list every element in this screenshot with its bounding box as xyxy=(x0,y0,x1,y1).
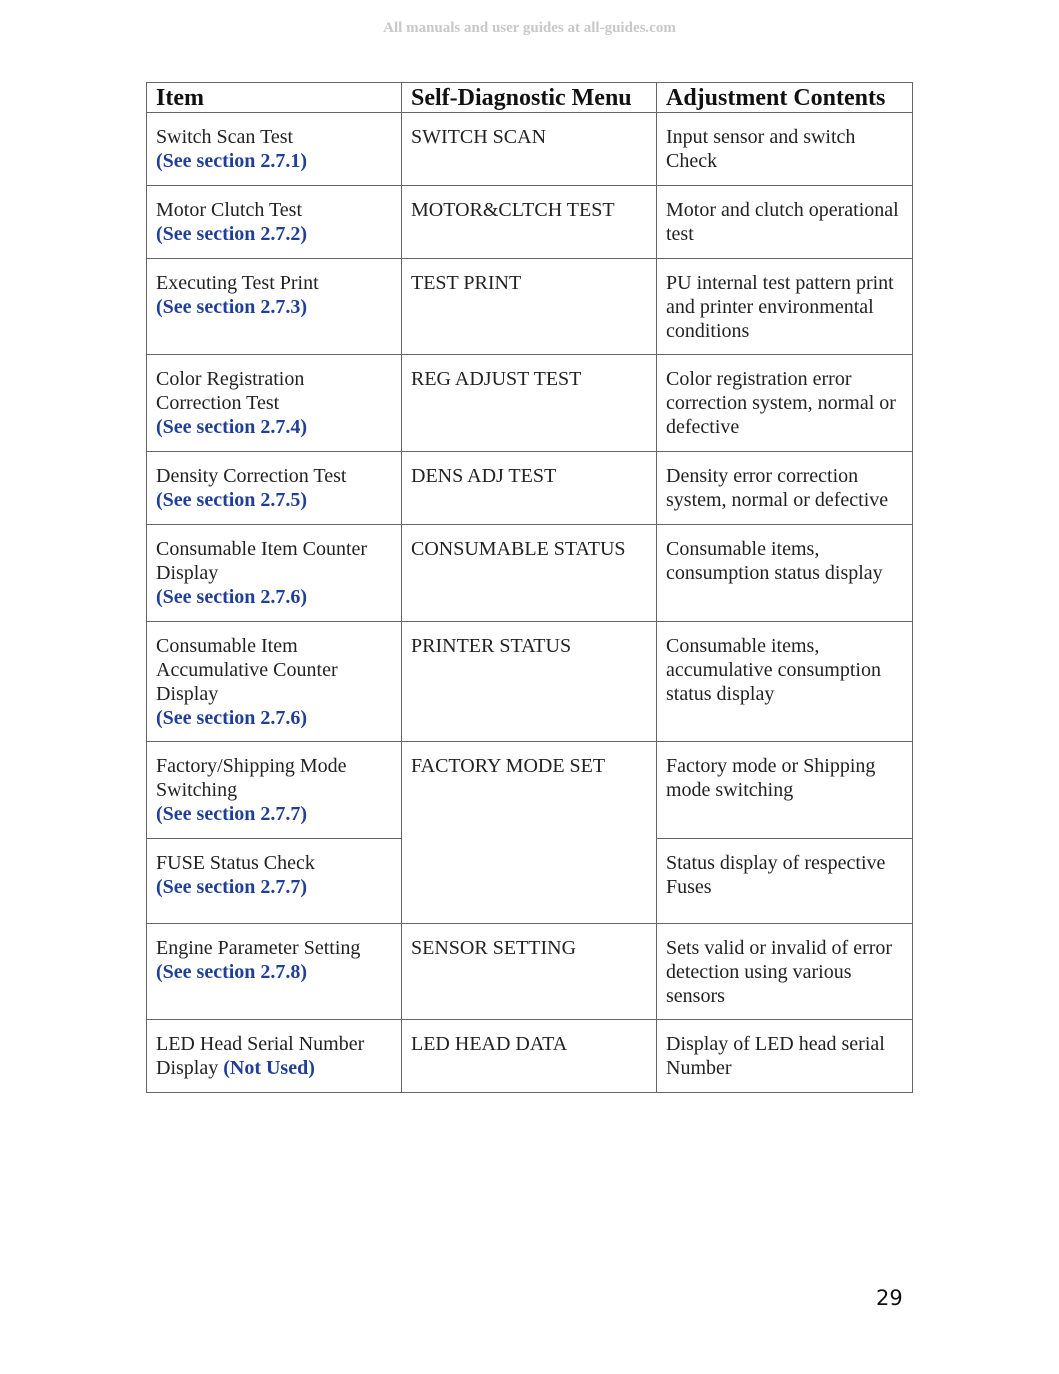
item-cell xyxy=(147,924,402,1020)
table-row xyxy=(147,1020,913,1093)
item-name: Consumable Item Accumulative Counter Display xyxy=(156,635,338,705)
section-reference: (See section 2.7.6) xyxy=(156,586,308,608)
table-row xyxy=(147,259,913,355)
contents-cell: Input sensor and switch Check xyxy=(657,113,913,186)
menu-cell: SENSOR SETTING xyxy=(402,924,657,1020)
contents-cell: Display of LED head serial Number xyxy=(657,1020,913,1093)
table-row xyxy=(147,742,913,839)
item-name: Consumable Item Counter Display xyxy=(156,538,368,584)
item-cell xyxy=(147,259,402,355)
item-cell xyxy=(147,622,402,742)
item-cell xyxy=(147,355,402,452)
item-cell xyxy=(147,113,402,186)
table-row xyxy=(147,452,913,525)
contents-cell: Consumable items, accumulative consumption status display xyxy=(657,622,913,742)
menu-cell: TEST PRINT xyxy=(402,259,657,355)
item-name: FUSE Status Check xyxy=(156,852,315,874)
table-header-row xyxy=(147,83,913,113)
section-reference: (See section 2.7.3) xyxy=(156,296,308,318)
section-reference: (See section 2.7.7) xyxy=(156,803,308,825)
menu-cell: SWITCH SCAN xyxy=(402,113,657,186)
section-reference: (See section 2.7.1) xyxy=(156,150,308,172)
item-name: LED Head Serial Number Display xyxy=(156,1033,365,1079)
menu-cell: REG ADJUST TEST xyxy=(402,355,657,452)
section-reference: (See section 2.7.2) xyxy=(156,223,308,245)
table-row xyxy=(147,525,913,622)
item-name: Executing Test Print xyxy=(156,272,319,294)
item-cell xyxy=(147,1020,402,1093)
contents-cell: Density error correction system, normal or defective xyxy=(657,452,913,525)
table-row xyxy=(147,355,913,452)
section-reference: (Not Used) xyxy=(223,1057,315,1079)
header-contents: Adjustment Contents xyxy=(657,83,913,113)
watermark: All manuals and user guides at all-guides.com xyxy=(383,20,676,36)
table-row xyxy=(147,186,913,259)
contents-cell: Consumable items, consumption status display xyxy=(657,525,913,622)
menu-cell: CONSUMABLE STATUS xyxy=(402,525,657,622)
menu-cell: MOTOR&CLTCH TEST xyxy=(402,186,657,259)
item-name: Color Registration Correction Test xyxy=(156,368,305,414)
section-reference: (See section 2.7.4) xyxy=(156,416,308,438)
contents-cell: Status display of respective Fuses xyxy=(657,839,913,924)
menu-cell: FACTORY MODE SET xyxy=(402,742,657,924)
table-row xyxy=(147,622,913,742)
contents-cell: PU internal test pattern print and printer environmental conditions xyxy=(657,259,913,355)
header-menu: Self-Diagnostic Menu xyxy=(402,83,657,113)
contents-cell: Factory mode or Shipping mode switching xyxy=(657,742,913,839)
header-item: Item xyxy=(147,83,402,113)
item-cell xyxy=(147,452,402,525)
section-reference: (See section 2.7.8) xyxy=(156,961,308,983)
menu-cell: LED HEAD DATA xyxy=(402,1020,657,1093)
item-name: Density Correction Test xyxy=(156,465,347,487)
item-name: Engine Parameter Setting xyxy=(156,937,361,959)
section-reference: (See section 2.7.7) xyxy=(156,876,308,898)
self-diagnostic-table xyxy=(146,82,913,1093)
section-reference: (See section 2.7.5) xyxy=(156,489,308,511)
section-reference: (See section 2.7.6) xyxy=(156,707,308,729)
page-number: 29 xyxy=(876,1286,903,1310)
item-cell xyxy=(147,186,402,259)
contents-cell: Motor and clutch operational test xyxy=(657,186,913,259)
contents-cell: Color registration error correction system, normal or defective xyxy=(657,355,913,452)
item-name: Factory/Shipping Mode Switching xyxy=(156,755,347,801)
item-name: Switch Scan Test xyxy=(156,126,294,148)
item-cell xyxy=(147,839,402,924)
menu-cell: DENS ADJ TEST xyxy=(402,452,657,525)
item-cell xyxy=(147,742,402,839)
item-name: Motor Clutch Test xyxy=(156,199,303,221)
table-row xyxy=(147,113,913,186)
contents-cell: Sets valid or invalid of error detection using various sensors xyxy=(657,924,913,1020)
table-row xyxy=(147,924,913,1020)
item-cell xyxy=(147,525,402,622)
menu-cell: PRINTER STATUS xyxy=(402,622,657,742)
